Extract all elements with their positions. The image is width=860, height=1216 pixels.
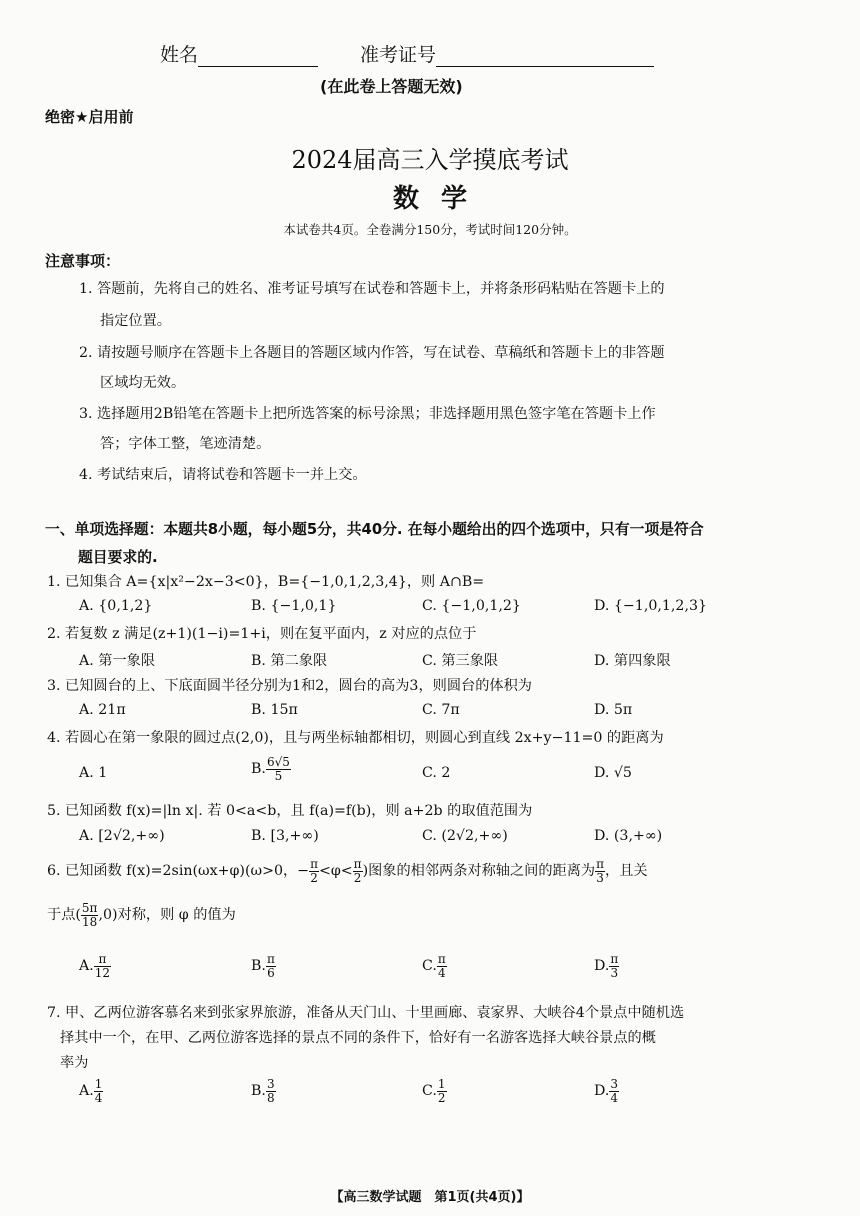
q3-option-c: C. 7π bbox=[422, 702, 460, 718]
q6-stem: 6. 已知函数 f(x)=2sin(ωx+φ)(ω>0，− $\frac{\pi}{2}$ <φ< $\frac{\pi}{2}$ )图象的相邻两条对称轴之间的距离为 $\frac{\pi}{3}$ ，且关 bbox=[47, 857, 648, 885]
q1-option-b: B. {−1,0,1} bbox=[251, 598, 337, 614]
q3-stem: 3. 已知圆台的上、下底面圆半径分别为1和2，圆台的高为3，则圆台的体积为 bbox=[47, 678, 532, 694]
q5-option-b: B. [3,+∞) bbox=[251, 828, 319, 844]
subject-title: 数学 bbox=[392, 184, 489, 214]
section-heading: 一、单项选择题：本题共8小题，每小题5分，共40分. 在每小题给出的四个选项中，只有一项是符合 bbox=[45, 521, 704, 538]
q6-option-d: D. $\frac{\pi}{3}$ bbox=[594, 952, 619, 980]
q3-option-d: D. 5π bbox=[594, 702, 633, 718]
q7-option-b: B. $\frac{3}{8}$ bbox=[251, 1077, 275, 1105]
note-3: 3. 选择题用2B铅笔在答题卡上把所选答案的标号涂黑；非选择题用黑色签字笔在答题卡上作 bbox=[79, 406, 656, 422]
q4-option-a: A. 1 bbox=[79, 765, 108, 781]
note-3-cont: 答；字体工整，笔迹清楚。 bbox=[100, 436, 271, 452]
invalid-answer-notice: (在此卷上答题无效) bbox=[320, 77, 463, 96]
section-heading-cont: 题目要求的. bbox=[78, 549, 158, 566]
note-1: 1. 答题前，先将自己的姓名、准考证号填写在试卷和答题卡上，并将条形码粘贴在答题卡上的 bbox=[79, 281, 665, 297]
name-label: 姓名 bbox=[160, 44, 199, 66]
q1-option-a: A. {0,1,2} bbox=[79, 598, 153, 614]
q1-option-d: D. {−1,0,1,2,3} bbox=[594, 598, 708, 614]
q1-stem: 1. 已知集合 A={x|x²−2x−3<0}，B={−1,0,1,2,3,4}，则 A∩B= bbox=[47, 574, 485, 590]
q2-option-c: C. 第三象限 bbox=[422, 653, 499, 669]
q1-option-c: C. {−1,0,1,2} bbox=[422, 598, 521, 614]
q5-option-c: C. (2√2,+∞) bbox=[422, 828, 508, 844]
q7-option-c: C. $\frac{1}{2}$ bbox=[422, 1077, 446, 1105]
id-blank bbox=[436, 46, 654, 67]
q4-stem: 4. 若圆心在第一象限的圆过点(2,0)，且与两坐标轴都相切，则圆心到直线 2x+y−11=0 的距离为 bbox=[47, 730, 664, 746]
q2-option-d: D. 第四象限 bbox=[594, 653, 671, 669]
name-blank bbox=[198, 46, 318, 67]
secret-label: 绝密★启用前 bbox=[45, 108, 134, 126]
exam-title: 2024届高三入学摸底考试 bbox=[291, 146, 569, 174]
note-1-cont: 指定位置。 bbox=[100, 313, 171, 329]
q6-option-c: C. $\frac{\pi}{4}$ bbox=[422, 952, 446, 980]
q4-option-c: C. 2 bbox=[422, 765, 451, 781]
q4-option-b: B. $\frac{6√5}{5}$ bbox=[251, 755, 290, 783]
q7-option-a: A. $\frac{1}{4}$ bbox=[79, 1077, 103, 1105]
candidate-info-line bbox=[160, 40, 654, 67]
q7-option-d: D. $\frac{3}{4}$ bbox=[594, 1077, 619, 1105]
q7-stem-cont: 择其中一个，在甲、乙两位游客选择的景点不同的条件下，恰好有一名游客选择大峡谷景点的概 bbox=[60, 1030, 656, 1046]
q4-option-d: D. √5 bbox=[594, 765, 632, 781]
q4-b-fraction: $\frac{6√5}{5}$ bbox=[266, 755, 290, 783]
note-4: 4. 考试结束后，请将试卷和答题卡一并上交。 bbox=[79, 467, 367, 483]
q7-stem-cont2: 率为 bbox=[60, 1055, 89, 1071]
q7-stem: 7. 甲、乙两位游客慕名来到张家界旅游，准备从天门山、十里画廊、袁家界、大峡谷4个景点中随机选 bbox=[47, 1005, 685, 1021]
note-2-cont: 区域均无效。 bbox=[100, 375, 186, 391]
q2-stem: 2. 若复数 z 满足(z+1)(1−i)=1+i，则在复平面内，z 对应的点位于 bbox=[47, 626, 477, 642]
q2-option-b: B. 第二象限 bbox=[251, 653, 328, 669]
q6-option-a: A. $\frac{\pi}{12}$ bbox=[79, 952, 111, 980]
id-label: 准考证号 bbox=[360, 44, 437, 66]
page-footer: 【高三数学试题 第1页(共4页)】 bbox=[330, 1190, 530, 1205]
q6-option-b: B. $\frac{\pi}{6}$ bbox=[251, 952, 275, 980]
q3-option-a: A. 21π bbox=[79, 702, 126, 718]
note-2: 2. 请按题号顺序在答题卡上各题目的答题区域内作答，写在试卷、草稿纸和答题卡上的非答题 bbox=[79, 345, 665, 361]
exam-info: 本试卷共4页。全卷满分150分，考试时间120分钟。 bbox=[283, 222, 577, 237]
q5-option-a: A. [2√2,+∞) bbox=[79, 828, 165, 844]
notes-title: 注意事项： bbox=[45, 252, 121, 270]
q5-option-d: D. (3,+∞) bbox=[594, 828, 663, 844]
q5-stem: 5. 已知函数 f(x)=|ln x|. 若 0<a<b，且 f(a)=f(b)，则 a+2b 的取值范围为 bbox=[47, 803, 533, 819]
q2-option-a: A. 第一象限 bbox=[79, 653, 156, 669]
q6-stem-cont: 于点( $\frac{5\pi}{18}$ ,0)对称，则 φ 的值为 bbox=[47, 901, 236, 929]
q3-option-b: B. 15π bbox=[251, 702, 298, 718]
